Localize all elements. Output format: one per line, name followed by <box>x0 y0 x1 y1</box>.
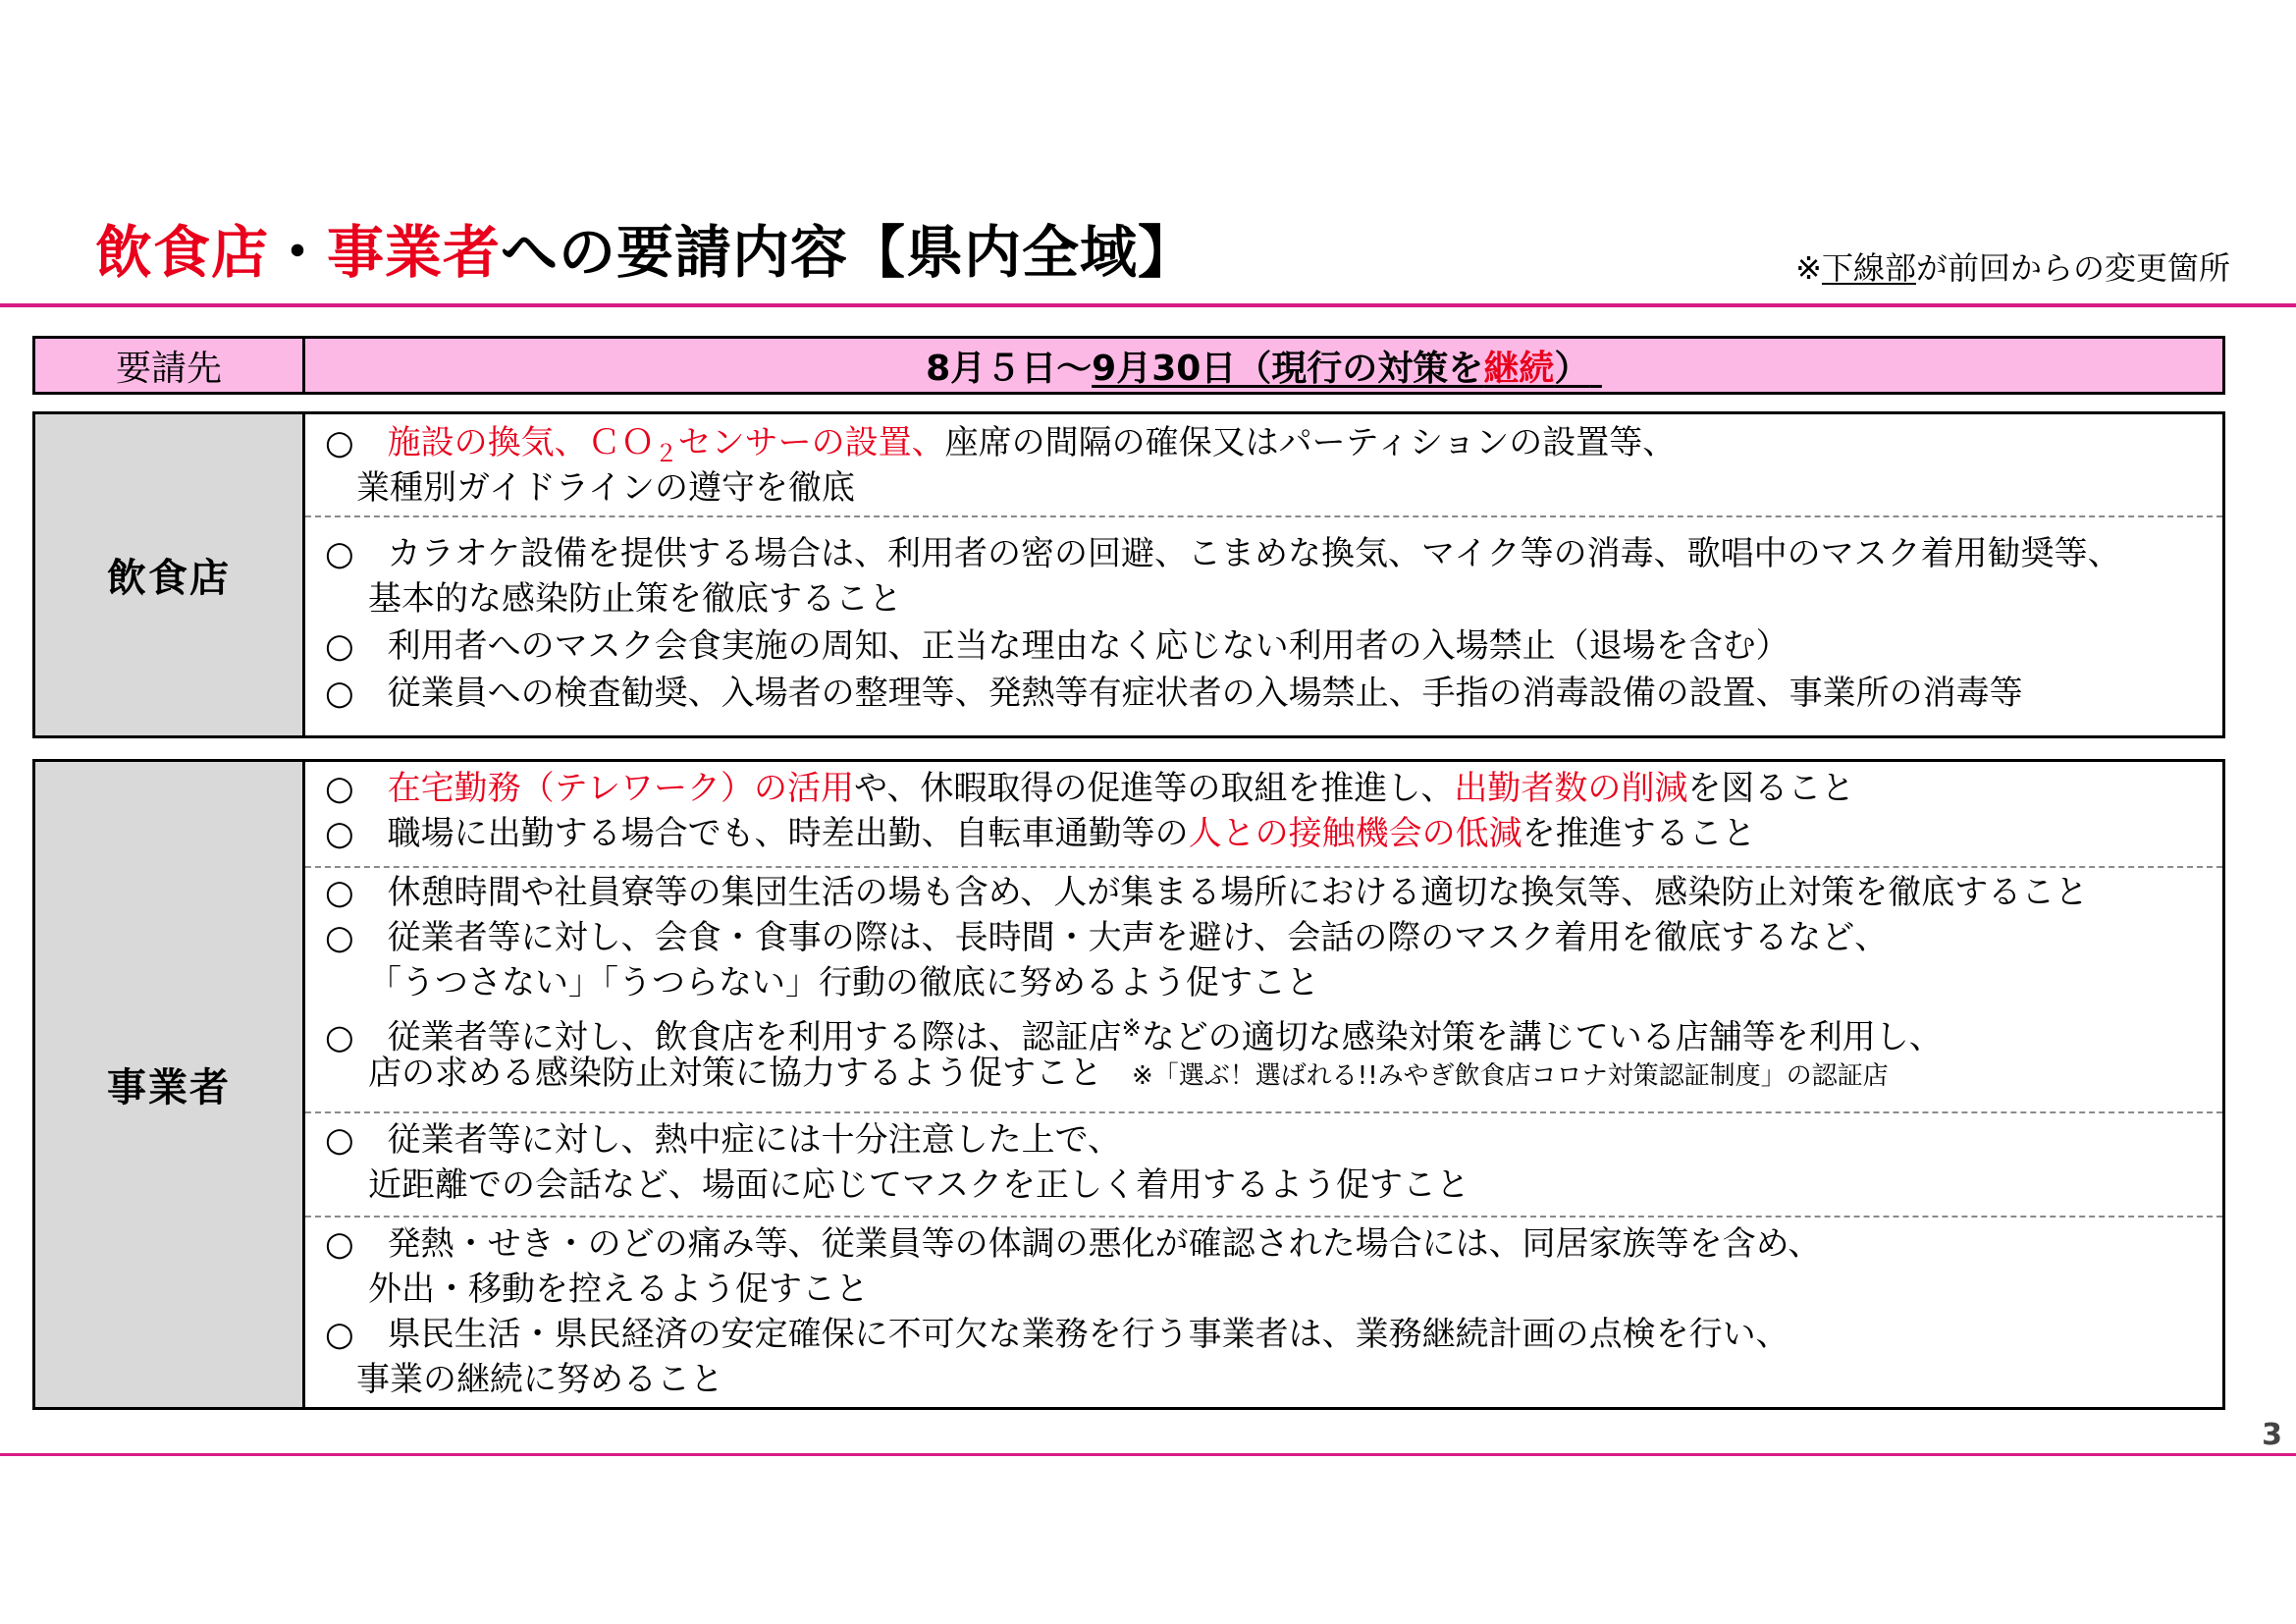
red-text-2: センサーの設置、 <box>677 423 945 462</box>
business-item-8: ○ 県民生活・県民経済の安定確保に不可欠な業務を行う事業者は、業務継続計画の点検を行い、 <box>325 1315 1789 1354</box>
footnote-mark: ※ <box>1121 1014 1142 1042</box>
note-underlined: 下線部 <box>1821 249 1916 287</box>
restaurant-item-3: ○ 利用者へのマスク会食実施の周知、正当な理由なく応じない利用者の入場禁止（退場を含む） <box>325 626 1789 666</box>
business-item-5-cont <box>368 1051 1889 1099</box>
red-text-2: 出勤者数の削減 <box>1454 769 1688 808</box>
business-section-3 <box>305 1111 2222 1214</box>
item-text-2: を推進すること <box>1522 814 1756 853</box>
business-section-2 <box>305 866 2222 1110</box>
business-item-4: ○ 従業者等に対し、会食・食事の際は、長時間・大声を避け、会話の際のマスク着用を徹底するなど、 <box>325 918 1889 957</box>
business-item-6-cont: 近距離での会話など、場面に応じてマスクを正しく着用するよう促すこと <box>368 1165 1469 1205</box>
item-text: 店の求める感染防止対策に協力するよう促すこと <box>368 1054 1102 1093</box>
restaurant-section-1 <box>305 414 2222 513</box>
top-divider <box>0 303 2296 307</box>
business-item-3: ○ 休憩時間や社員寮等の集団生活の場も含め、人が集まる場所における適切な換気等、感染防止対策を徹底すること <box>325 873 2089 912</box>
business-item-1 <box>325 766 1854 811</box>
co2-subscript: ２ <box>654 439 678 467</box>
restaurant-section-2 <box>305 515 2222 735</box>
title-business: 事業者 <box>327 219 502 286</box>
page-number: 3 <box>2262 1418 2282 1452</box>
business-item-8-cont: 事業の継続に努めること <box>356 1360 723 1399</box>
business-item-6: ○ 従業者等に対し、熱中症には十分注意した上で、 <box>325 1120 1121 1160</box>
bullet: ○ <box>325 769 388 808</box>
restaurant-item-2: ○ カラオケ設備を提供する場合は、利用者の密の回避、こまめな換気、マイク等の消毒、歌唱中のマスク着用勧奨等、 <box>325 534 2121 573</box>
item-text-2: などの適切な感染対策を講じている店舗等を利用し、 <box>1141 1017 1943 1057</box>
item-text: や、休暇取得の促進等の取組を推進し、 <box>854 769 1455 808</box>
page-title <box>95 206 1196 289</box>
restaurant-label: 飲食店 <box>35 414 305 735</box>
red-text: 在宅勤務（テレワーク）の活用 <box>387 769 854 808</box>
note-suffix: が前回からの変更箇所 <box>1915 249 2230 287</box>
restaurant-item-2-cont: 基本的な感染防止策を徹底すること <box>368 579 902 619</box>
period-end: 9月30日（現行の対策を <box>1092 348 1484 389</box>
title-separator: ・ <box>269 219 328 286</box>
change-note <box>1795 244 2230 289</box>
bottom-divider <box>0 1453 2296 1456</box>
business-item-4-cont: 「うつさない」「うつらない」行動の徹底に努めるよう促すこと <box>368 963 1319 1002</box>
footnote-text: ※「選ぶ！選ばれる!!みやぎ飲食店コロナ対策認証制度」の認証店 <box>1132 1061 1889 1091</box>
business-item-7-cont: 外出・移動を控えるよう促すこと <box>368 1270 869 1309</box>
business-block <box>32 759 2225 1410</box>
item-text: 座席の間隔の確保又はパーティションの設置等、 <box>944 423 1677 462</box>
business-item-7: ○ 発熱・せき・のどの痛み等、従業員等の体調の悪化が確認された場合には、同居家族等を含め、 <box>325 1224 1822 1264</box>
title-restaurant: 飲食店 <box>95 219 270 286</box>
business-section-1 <box>305 762 2222 864</box>
business-label: 事業者 <box>35 762 305 1407</box>
header-target-label: 要請先 <box>35 339 305 392</box>
business-content <box>305 762 2222 1407</box>
restaurant-item-1-cont: 業種別ガイドラインの遵守を徹底 <box>356 468 855 508</box>
period-start: 8月５日～ <box>926 348 1093 389</box>
restaurant-content <box>305 414 2222 735</box>
header-period <box>305 339 2222 392</box>
red-text: 施設の換気、ＣＯ <box>387 423 655 462</box>
red-text: 人との接触機会の低減 <box>1188 814 1522 853</box>
item-text: ○ 従業者等に対し、飲食店を利用する際は、認証店 <box>325 1017 1122 1057</box>
note-prefix: ※ <box>1795 249 1822 287</box>
item-text: ○ 職場に出勤する場合でも、時差出勤、自転車通勤等の <box>325 814 1189 853</box>
business-section-4 <box>305 1216 2222 1407</box>
bullet: ○ <box>325 423 388 462</box>
period-continue: 継続 <box>1483 348 1555 389</box>
table-header <box>32 336 2225 395</box>
item-text-2: を図ること <box>1687 769 1855 808</box>
restaurant-item-4: ○ 従業員への検査勧奨、入場者の整理等、発熱等有症状者の入場禁止、手指の消毒設備の設置、事業所の消毒等 <box>325 674 2023 713</box>
period-underlined <box>1092 341 1602 391</box>
period-close: ） <box>1554 348 1590 389</box>
business-item-2 <box>325 811 1756 856</box>
title-rest: への要請内容【県内全域】 <box>501 219 1197 286</box>
restaurant-block <box>32 411 2225 738</box>
